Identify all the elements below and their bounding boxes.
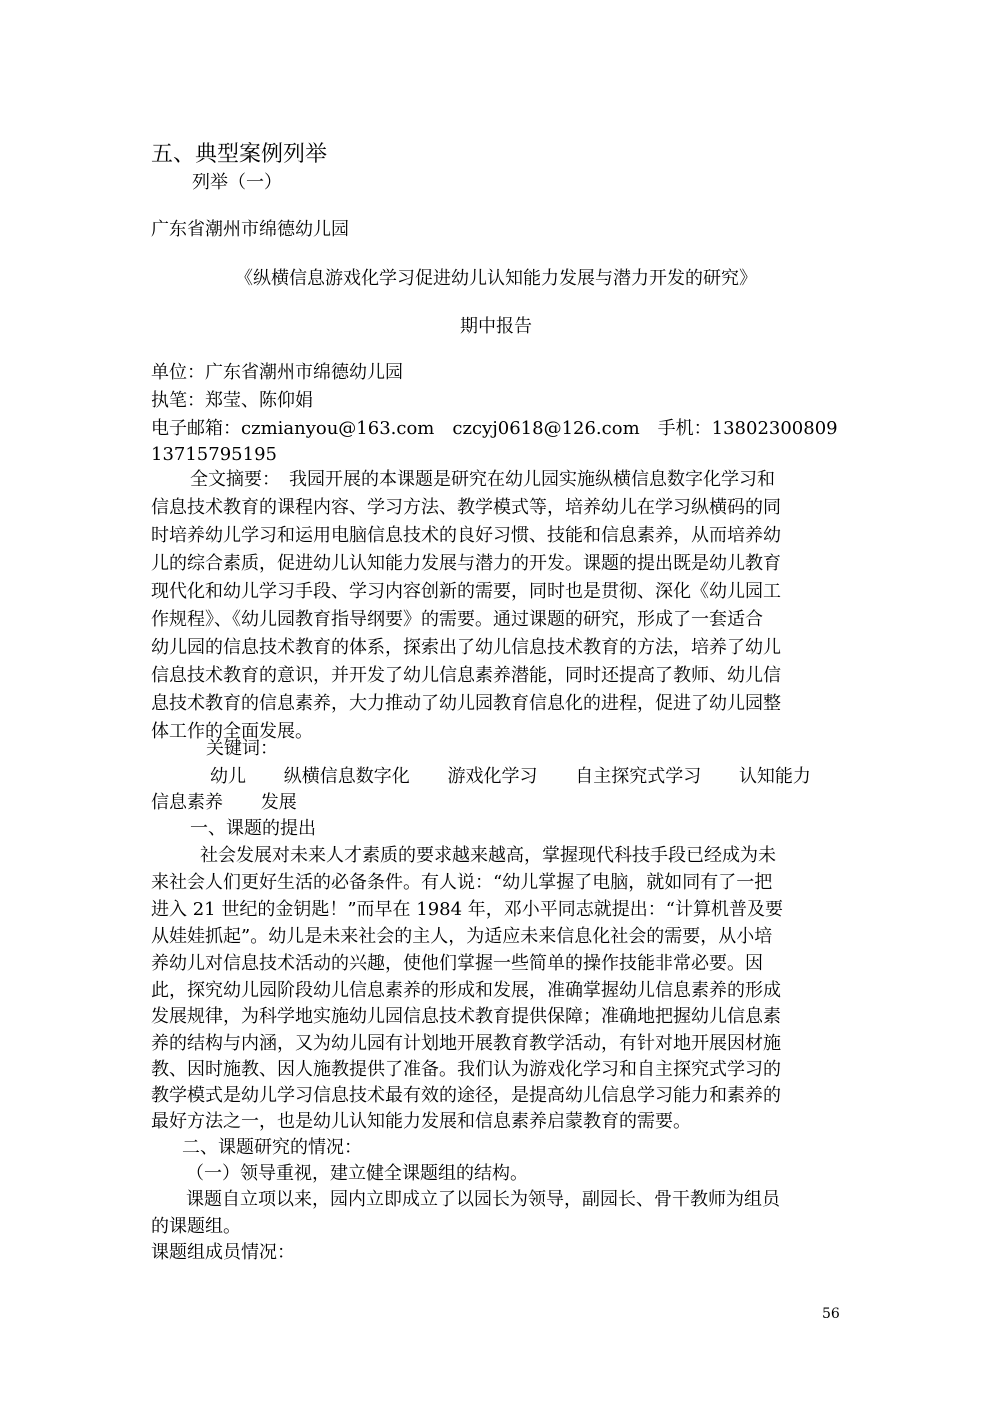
members-label: 课题组成员情况： <box>151 1242 295 1263</box>
section-title: 五、典型案例列举 <box>151 142 328 167</box>
keywords-label: 关键词： <box>206 738 278 759</box>
subtitle: 列举（一） <box>192 172 282 193</box>
unit-line: 单位：广东省潮州市绵德幼儿园 <box>151 362 403 383</box>
abstract-line: 信息技术教育的课程内容、学习方法、教学模式等，培养幼儿在学习纵横码的同 <box>151 497 781 518</box>
keywords-row <box>210 764 811 790</box>
paragraph-line: 最好方法之一，也是幼儿认知能力发展和信息素养启蒙教育的需要。 <box>151 1111 691 1132</box>
heading-two: 二、课题研究的情况： <box>182 1137 362 1158</box>
keyword: 纵横信息数字化 <box>283 766 410 787</box>
keyword: 发展 <box>260 792 297 813</box>
heading-one: 一、课题的提出 <box>190 818 316 839</box>
report-title: 《纵横信息游戏化学习促进幼儿认知能力发展与潜力开发的研究》 <box>235 268 757 289</box>
sub-heading: （一）领导重视，建立健全课题组的结构。 <box>186 1163 528 1184</box>
paragraph-line: 养的结构与内涵，又为幼儿园有计划地开展教育教学活动，有针对地开展因材施 <box>151 1033 781 1054</box>
abstract-line: 作规程》、《幼儿园教育指导纲要》的需要。通过课题的研究，形成了一套适合 <box>151 609 763 630</box>
paragraph-line: 养幼儿对信息技术活动的兴趣，使他们掌握一些简单的操作技能非常必要。因 <box>151 953 763 974</box>
paragraph-line: 进入 21 世纪的金钥匙！”而早在 1984 年，邓小平同志就提出：“计算机普及要 <box>151 899 784 920</box>
keywords-row <box>151 790 297 816</box>
paragraph-line: 教学模式是幼儿学习信息技术最有效的途径，是提高幼儿信息学习能力和素养的 <box>151 1085 781 1106</box>
abstract-line: 儿的综合素质，促进幼儿认知能力发展与潜力的开发。课题的提出既是幼儿教育 <box>151 553 781 574</box>
author-line: 执笔：郑莹、陈仰娟 <box>151 390 313 411</box>
report-type: 期中报告 <box>460 316 532 337</box>
abstract-line: 全文摘要： 我园开展的本课题是研究在幼儿园实施纵横信息数字化学习和 <box>190 469 775 490</box>
phone-line: 13715795195 <box>151 444 277 465</box>
abstract-line: 时培养幼儿学习和运用电脑信息技术的良好习惯、技能和信息素养，从而培养幼 <box>151 525 781 546</box>
abstract-line: 体工作的全面发展。 <box>151 721 313 742</box>
abstract-line: 息技术教育的信息素养，大力推动了幼儿园教育信息化的进程，促进了幼儿园整 <box>151 693 781 714</box>
paragraph-line: 的课题组。 <box>151 1216 241 1237</box>
keyword: 自主探究式学习 <box>575 766 702 787</box>
email-line: 电子邮箱：czmianyou@163.com czcyj0618@126.com 手机：13802300809 <box>151 418 838 439</box>
paragraph-line: 社会发展对未来人才素质的要求越来越高，掌握现代科技手段已经成为未 <box>200 845 776 866</box>
keyword: 认知能力 <box>738 766 811 787</box>
keyword: 信息素养 <box>151 792 223 813</box>
paragraph-line: 从娃娃抓起”。幼儿是未来社会的主人，为适应未来信息化社会的需要，从小培 <box>151 926 773 947</box>
school-name: 广东省潮州市绵德幼儿园 <box>151 219 349 240</box>
paragraph-line: 来社会人们更好生活的必备条件。有人说：“幼儿掌握了电脑，就如同有了一把 <box>151 872 773 893</box>
keyword: 游戏化学习 <box>447 766 538 787</box>
abstract-line: 现代化和幼儿学习手段、学习内容创新的需要，同时也是贯彻、深化《幼儿园工 <box>151 581 781 602</box>
abstract-line: 幼儿园的信息技术教育的体系，探索出了幼儿信息技术教育的方法，培养了幼儿 <box>151 637 781 658</box>
paragraph-line: 发展规律，为科学地实施幼儿园信息技术教育提供保障；准确地把握幼儿信息素 <box>151 1006 781 1027</box>
paragraph-line: 课题自立项以来，园内立即成立了以园长为领导，副园长、骨干教师为组员 <box>186 1189 780 1210</box>
keyword: 幼儿 <box>210 766 246 787</box>
page-number: 56 <box>822 1306 840 1322</box>
paragraph-line: 此，探究幼儿园阶段幼儿信息素养的形成和发展，准确掌握幼儿信息素养的形成 <box>151 980 781 1001</box>
paragraph-line: 教、因时施教、因人施教提供了准备。我们认为游戏化学习和自主探究式学习的 <box>151 1059 781 1080</box>
abstract-line: 信息技术教育的意识，并开发了幼儿信息素养潜能，同时还提高了教师、幼儿信 <box>151 665 781 686</box>
